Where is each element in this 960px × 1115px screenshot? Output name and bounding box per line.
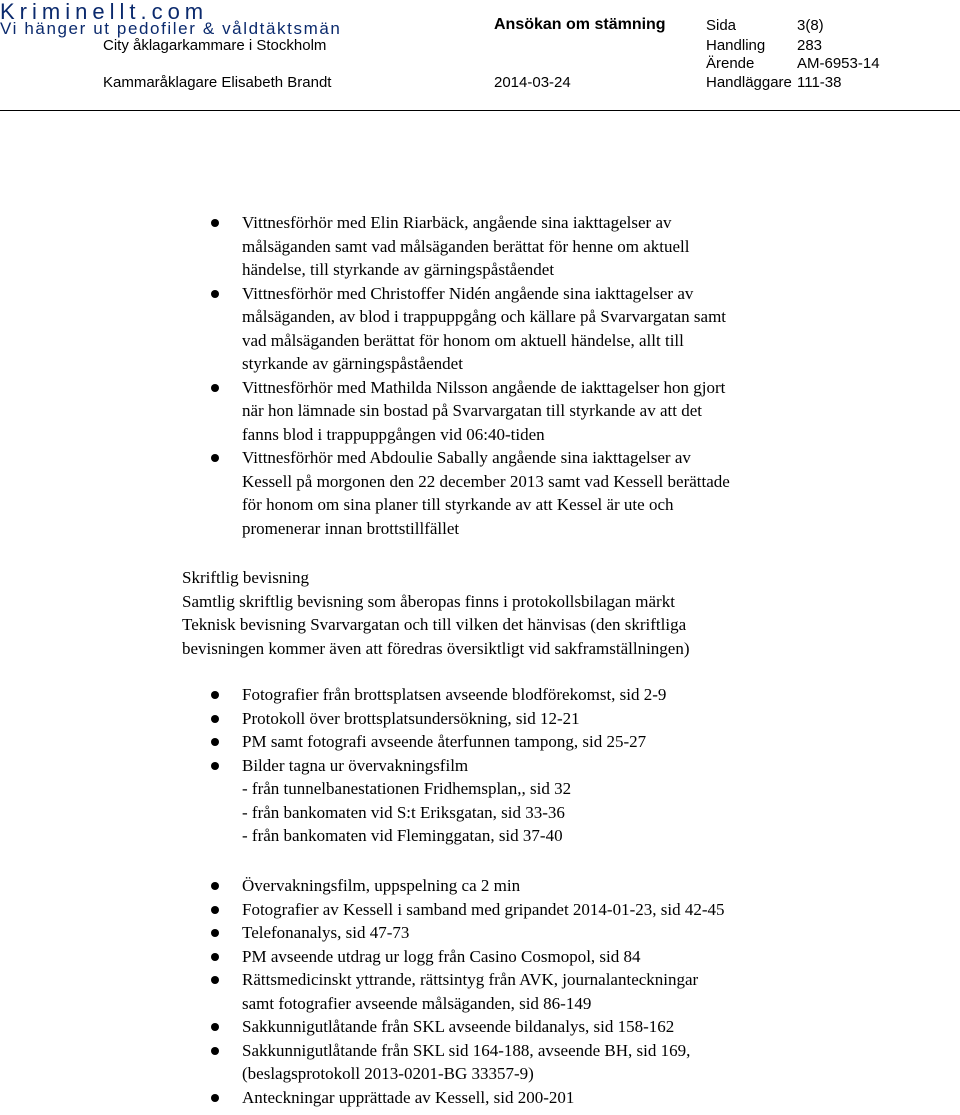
bullet-icon — [211, 882, 219, 890]
prosecutor-name: Kammaråklagare Elisabeth Brandt — [103, 74, 332, 91]
field-value-sida: 3(8) — [797, 17, 824, 34]
bullet-icon — [211, 1094, 219, 1102]
witness-list — [0, 211, 960, 540]
list-item: Rättsmedicinskt yttrande, rättsintyg från AVK, journalanteckningar samt fotografier avseende målsäganden, sid 86-149 — [0, 968, 960, 1015]
evidence-list-other — [0, 874, 960, 1109]
list-item: Protokoll över brottsplatsundersökning, sid 12-21 — [0, 707, 960, 731]
bullet-icon — [211, 762, 219, 770]
list-item: Vittnesförhör med Abdoulie Sabally angående sina iakttagelser av Kessell på morgonen den 22 december 2013 samt vad Kessell berättade för honom om sina planer till styrkande av att Kessel är ute och promenerar innan brottstillfället — [0, 446, 960, 540]
bullet-icon — [211, 976, 219, 984]
document-date: 2014-03-24 — [494, 74, 571, 91]
field-label-arende: Ärende — [706, 55, 755, 72]
bullet-icon — [211, 1047, 219, 1055]
field-label-handlaggare: Handläggare — [706, 74, 792, 91]
bullet-icon — [211, 953, 219, 961]
header-divider — [0, 110, 960, 111]
paragraph-line: bevisningen kommer även att föredras översiktligt vid sakframställningen) — [182, 638, 690, 658]
evidence-list-photos — [0, 683, 960, 848]
list-item: Bilder tagna ur övervakningsfilm - från tunnelbanestationen Fridhemsplan,, sid 32 - från bankomaten vid S:t Eriksgatan, sid 33-36 - från bankomaten vid Fleminggatan, sid 37-40 — [0, 754, 960, 848]
watermark-site: Kriminellt.com — [0, 0, 209, 24]
bullet-icon — [211, 454, 219, 462]
bullet-icon — [211, 1023, 219, 1031]
list-item: Sakkunnigutlåtande från SKL sid 164-188, avseende BH, sid 169, (beslagsprotokoll 2013-0201-BG 33357-9) — [0, 1039, 960, 1086]
list-item: Vittnesförhör med Christoffer Nidén angående sina iakttagelser av målsäganden, av blod i trappuppgång och källare på Svarvargatan samt vad målsäganden berättat för honom om aktuell händelse, allt till styrkande av gärningspåståendet — [0, 282, 960, 376]
list-item: Telefonanalys, sid 47-73 — [0, 921, 960, 945]
bullet-icon — [211, 290, 219, 298]
bullet-icon — [211, 929, 219, 937]
list-item: PM samt fotografi avseende återfunnen tampong, sid 25-27 — [0, 730, 960, 754]
list-item: Anteckningar upprättade av Kessell, sid 200-201 — [0, 1086, 960, 1110]
list-item: Övervakningsfilm, uppspelning ca 2 min — [0, 874, 960, 898]
list-item: PM avseende utdrag ur logg från Casino Cosmopol, sid 84 — [0, 945, 960, 969]
bullet-icon — [211, 906, 219, 914]
field-value-handlaggare: 111-38 — [797, 74, 842, 91]
list-item: Fotografier från brottsplatsen avseende blodförekomst, sid 2-9 — [0, 683, 960, 707]
list-item: Vittnesförhör med Elin Riarbäck, angående sina iakttagelser av målsäganden samt vad målsäganden berättat för henne om aktuell händelse, till styrkande av gärningspåståendet — [0, 211, 960, 282]
bullet-icon — [211, 715, 219, 723]
paragraph-line: Teknisk bevisning Svarvargatan och till vilken det hänvisas (den skriftliga — [182, 615, 687, 634]
office-name: City åklagarkammare i Stockholm — [103, 37, 327, 54]
field-label-sida: Sida — [706, 17, 737, 34]
list-item: Sakkunnigutlåtande från SKL avseende bildanalys, sid 158-162 — [0, 1015, 960, 1039]
list-item: Fotografier av Kessell i samband med gripandet 2014-01-23, sid 42-45 — [0, 898, 960, 922]
field-label-handling: Handling — [706, 37, 766, 54]
bullet-icon — [211, 219, 219, 227]
bullet-icon — [211, 384, 219, 392]
paragraph-line: Samtlig skriftlig bevisning som åberopas finns i protokollsbilagan märkt — [182, 591, 675, 611]
section-heading: Skriftlig bevisning — [182, 568, 310, 587]
bullet-icon — [211, 691, 219, 699]
written-evidence-section — [182, 566, 690, 660]
field-value-handling: 283 — [797, 37, 823, 54]
watermark-tagline: Vi hänger ut pedofiler & våldtäktsmän — [0, 19, 342, 38]
field-value-arende: AM-6953-14 — [797, 55, 880, 72]
bullet-icon — [211, 738, 219, 746]
list-item: Vittnesförhör med Mathilda Nilsson angående de iakttagelser hon gjort när hon lämnade sin bostad på Svarvargatan till styrkande av att det fanns blod i trappuppgången vid 06:40-tiden — [0, 376, 960, 447]
document-title: Ansökan om stämning — [494, 16, 666, 33]
